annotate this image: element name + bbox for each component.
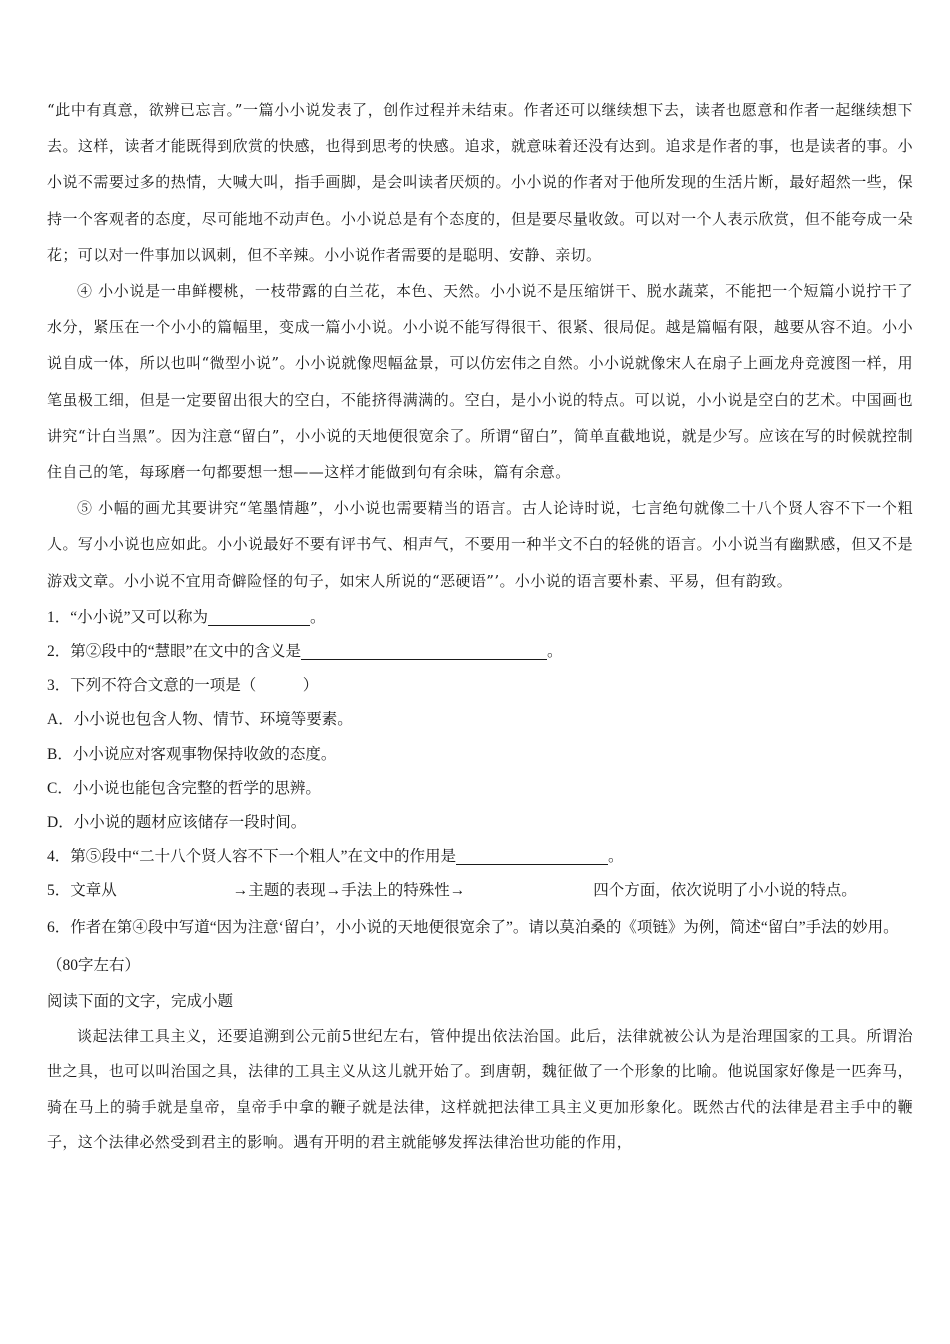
question-1-end: 。 (310, 608, 326, 626)
reading-passage (47, 92, 913, 599)
question-5-end: 四个方面，依次说明了小小说的特点。 (593, 882, 857, 900)
question-4-text: 4．第⑤段中“二十八个贤人容不下一个粗人”在文中的作用是 (47, 848, 457, 866)
passage-2-paragraph-1: 谈起法律工具主义，还要追溯到公元前5世纪左右，管仲提出依法治国。此后，法律就被公认为是治理国家的工具。所谓治世之具，也可以叫治国之具，法律的工具主义从这儿就开始了。到唐朝，魏征做了一个形象的比喻。他说国家好像是一匹奔马，骑在马上的骑手就是皇帝，皇帝手中拿的鞭子就是法律，这样就把法律工具主义更加形象化。既然古代的法律是君主手中的鞭子，这个法律必然受到君主的影响。遇有开明的君主就能够发挥法律治世功能的作用， (47, 1026, 913, 1152)
section-instruction: 阅读下面的文字，完成小题 (47, 992, 234, 1010)
passage-paragraph-3: “此中有真意，欲辨已忘言。”一篇小小说发表了，创作过程并未结束。作者还可以继续想下去，读者也愿意和作者一起继续想下去。这样，读者才能既得到欣赏的快感，也得到思考的快感。追求，就意味着还没有达到。追求是作者的事，也是读者的事。小小说不需要过多的热情，大喊大叫，指手画脚，是会叫读者厌烦的。小小说的作者对于他所发现的生活片断，最好超然一些，保持一个客观者的态度，尽可能地不动声色。小小说总是有个态度的，但是要尽量收敛。可以对一个人表示欣赏，但不能夸成一朵花；可以对一件事加以讽刺，但不辛辣。小小说作者需要的是聪明、安静、亲切。 (47, 101, 913, 264)
answer-blank-4[interactable] (456, 846, 608, 865)
question-2-end: 。 (547, 643, 563, 661)
question-2-text: 2．第②段中的“慧眼”在文中的含义是 (47, 643, 302, 661)
passage-paragraph-4: ④ 小小说是一串鲜樱桃，一枝带露的白兰花，本色、天然。小小说不是压缩饼干、脱水蔬菜，不能把一个短篇小说拧干了水分，紧压在一个小小的篇幅里，变成一篇小小说。小小说不能写得很干、很紧、很局促。越是篇幅有限，越要从容不迫。小小说自成一体，所以也叫“微型小说”。小小说就像咫幅盆景，可以仿宏伟之自然。小小说就像宋人在扇子上画龙舟竞渡图一样，用笔虽极工细，但是一定要留出很大的空白，不能挤得满满的。空白，是小小说的特点。可以说，小小说是空白的艺术。中国画也讲究“计白当黑”。因为注意“留白”，小小说的天地便很宽余了。所谓“留白”，简单直截地说，就是少写。应该在写的时候就控制住自己的笔，每琢磨一句都要想一想——这样才能做到句有余味，篇有余意。 (47, 282, 913, 482)
question-5 (47, 874, 913, 908)
reading-passage-2 (47, 1019, 913, 1161)
question-1-text: 1．“小小说”又可以称为 (47, 608, 209, 626)
question-5-text: 5．文章从 (47, 882, 117, 900)
question-6: 6．作者在第④段中写道“因为注意‘留白’，小小说的天地便很宽余了”。请以莫泊桑的《项链》为例，简述“留白”手法的妙用。（80字左右） (47, 918, 899, 974)
passage-paragraph-5: ⑤ 小幅的画尤其要讲究“笔墨情趣”，小小说也需要精当的语言。古人论诗时说，七言绝句就像二十八个贤人容不下一个粗人。写小小说也应如此。小小说最好不要有评书气、相声气，不要用一种半文不白的轻佻的语言。小小说当有幽默感，但又不是游戏文章。小小说不宜用奇僻险怪的句子，如宋人所说的“恶硬语”’。小小说的语言要朴素、平易，但有韵致。 (47, 499, 913, 590)
question-2 (47, 635, 913, 669)
answer-blank-2[interactable] (301, 641, 547, 660)
question-4-end: 。 (608, 848, 624, 866)
document-page (47, 92, 913, 1161)
answer-blank-1[interactable] (208, 607, 310, 626)
option-c: C．小小说也能包含完整的哲学的思辨。 (47, 779, 321, 797)
question-3: 3．下列不符合文意的一项是（ ） (47, 677, 319, 695)
question-4 (47, 840, 913, 874)
option-a: A．小小说也包含人物、情节、环境等要素。 (47, 711, 353, 729)
question-list (47, 601, 913, 985)
question-1 (47, 601, 913, 635)
option-d: D．小小说的题材应该储存一段时间。 (47, 814, 307, 832)
question-5-middle: →主题的表现→手法上的特殊性→ (232, 882, 466, 900)
option-b: B．小小说应对客观事物保持收敛的态度。 (47, 745, 337, 763)
